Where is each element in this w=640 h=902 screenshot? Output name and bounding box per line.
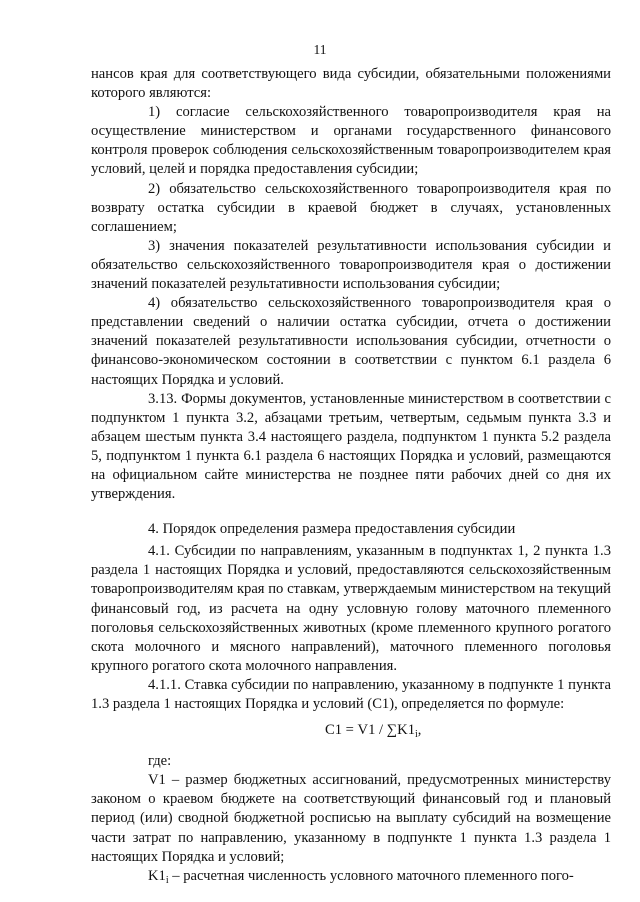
paragraph: 4.1.1. Ставка субсидии по направлению, указанному в подпункте 1 пункта 1.3 раздела 1 настоящих Порядка и условий (С1), определяется по формуле: (91, 676, 611, 712)
paragraph: где: (148, 753, 172, 770)
paragraph: нансов края для соответствующего вида субсидии, обязательными положениями которого являются: (91, 66, 611, 102)
variable-subscript: i (165, 874, 169, 886)
list-item: 3) значения показателей результативности использования субсидии и обязательство сельскохозяйственного товаропроизводителя края о достижении значений показателей результативности использования субсидии; (91, 237, 611, 293)
list-item: 4) обязательство сельскохозяйственного товаропроизводителя края о представлении сведений о наличии остатка субсидии, отчета о достижении значений показателей результативности использования субсидии, отчетности о финансово-экономическом состоянии в соответствии с пунктом 6.1 раздела 6 настоящих Порядка и условий. (91, 295, 611, 388)
paragraph: 4.1. Субсидии по направлениям, указанным в подпунктах 1, 2 пункта 1.3 раздела 1 настоящих Порядка и условий, предоставляются сельскохозяйственным товаропроизводителям края по ставкам, утверждаемым министерством на текущий финансовый год, из расчета на одну условную голову маточного племенного поголовья сельскохозяйственных животных (кроме племенного крупного рогатого скота молочного и мясного направлений), маточного племенного поголовья крупного рогатого скота молочного направления. (91, 543, 611, 674)
formula-tail: , (417, 722, 422, 739)
list-item: 1) согласие сельскохозяйственного товаропроизводителя края на осуществление министерством и органами государственного финансового контроля проверок соблюдения сельскохозяйственным товаропроизводителем края условий, целей и порядка предоставления субсидии; (91, 104, 611, 178)
formula (91, 721, 611, 744)
variable-name: K1 (148, 867, 166, 884)
page-number: 11 (313, 42, 327, 57)
list-item: 2) обязательство сельскохозяйственного товаропроизводителя края по возврату остатка субсидии в краевой бюджет в случаях, установленных соглашением; (91, 180, 611, 235)
paragraph: 3.13. Формы документов, установленные министерством в соответствии с подпунктом 1 пункта 3.2, абзацами третьим, четвертым, седьмым пункта 3.3 и абзацем шестым пункта 3.4 настоящего раздела, подпунктом 1 пункта 5.2 раздела 5, подпунктом 1 пункта 6.1 раздела 6 настоящих Порядка и условий, размещаются на официальном сайте министерства не позднее пяти рабочих дней со дня их утверждения. (91, 390, 611, 503)
section-heading: 4. Порядок определения размера предоставления субсидии (148, 521, 516, 538)
variable-definition: – расчетная численность условного маточного племенного пого- (168, 867, 574, 884)
formula-main: С1 = V1 / ∑K1 (325, 722, 415, 739)
formula-subscript: i (415, 729, 418, 741)
paragraph: V1 – размер бюджетных ассигнований, предусмотренных министерству законом о краевом бюджете на соответствующий финансовый год и плановый период (или) сводной бюджетной росписью на выплату субсидий на возмещение части затрат по направлению, указанному в подпункте 1 пункта 1.3 раздела 1 настоящих Порядка и условий; (91, 772, 611, 865)
paragraph (91, 867, 611, 890)
document-body (91, 65, 611, 890)
